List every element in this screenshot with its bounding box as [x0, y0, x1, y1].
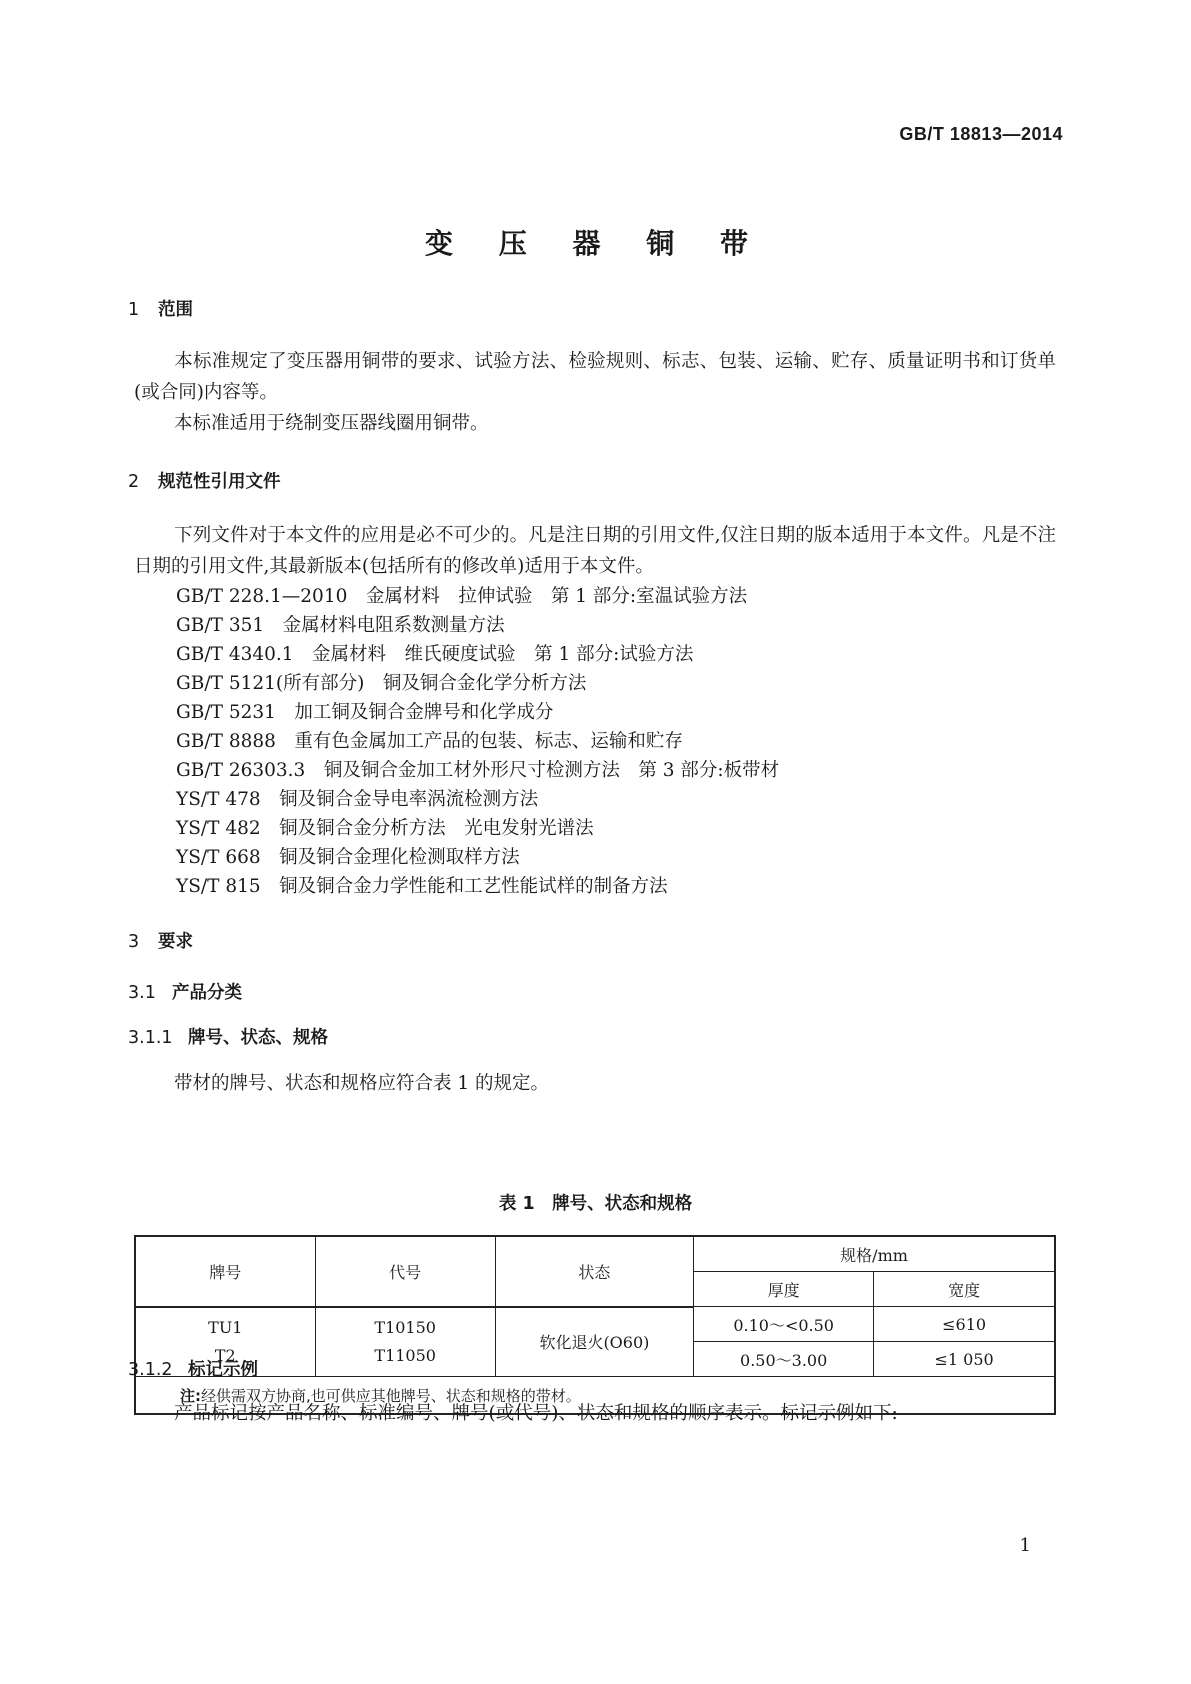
grade-value: T2	[214, 1345, 236, 1365]
header-width: 宽度	[874, 1272, 1055, 1307]
header-thickness: 厚度	[694, 1272, 874, 1307]
standard-code: GB/T 18813—2014	[899, 124, 1063, 144]
reference-item: GB/T 228.1—2010 金属材料 拉伸试验 第 1 部分:室温试验方法	[176, 586, 748, 607]
section-3-heading	[128, 928, 193, 953]
header-grade: 牌号	[135, 1236, 315, 1307]
paragraph-text: 带材的牌号、状态和规格应符合表 1 的规定。	[174, 1073, 550, 1094]
paragraph-text: 本标准规定了变压器用铜带的要求、试验方法、检验规则、标志、包装、运输、贮存、质量证明书和订货单(或合同)内容等。	[134, 351, 1056, 403]
section-3-1-2-paragraph	[134, 1398, 1056, 1429]
reference-item: GB/T 8888 重有色金属加工产品的包装、标志、运输和贮存	[176, 731, 683, 752]
code-cell	[315, 1307, 495, 1377]
width-cell: ≤1 050	[874, 1342, 1055, 1377]
table-caption: 表 1 牌号、状态和规格	[498, 1194, 693, 1214]
section-title: 标记示例	[188, 1360, 258, 1380]
reference-item: GB/T 4340.1 金属材料 维氏硬度试验 第 1 部分:试验方法	[176, 644, 694, 665]
section-1-paragraph-1	[134, 346, 1056, 408]
reference-item: GB/T 5231 加工铜及铜合金牌号和化学成分	[176, 702, 554, 723]
section-number: 3.1.1	[128, 1028, 173, 1048]
section-3-1-2-heading	[128, 1356, 258, 1381]
section-1-paragraph-2	[134, 408, 1056, 439]
header-code: 代号	[315, 1236, 495, 1307]
code-value: T10150	[374, 1317, 436, 1337]
thickness-cell: 0.50～3.00	[694, 1342, 874, 1377]
thickness-cell: 0.10～<0.50	[694, 1307, 874, 1342]
page-number: 1	[1019, 1535, 1031, 1556]
section-number: 3	[128, 932, 140, 952]
document-title: 变 压 器 铜 带	[425, 227, 766, 260]
note-text: 经供需双方协商,也可供应其他牌号、状态和规格的带材。	[201, 1386, 581, 1405]
section-number: 3.1.2	[128, 1360, 173, 1380]
reference-item: YS/T 478 铜及铜合金导电率涡流检测方法	[176, 789, 539, 810]
paragraph-text: 产品标记按产品名称、标准编号、牌号(或代号)、状态和规格的顺序表示。标记示例如下:	[174, 1403, 898, 1424]
paragraph-text: 本标准适用于绕制变压器线圈用铜带。	[174, 413, 489, 434]
temper-cell: 软化退火(O60)	[495, 1307, 693, 1377]
header-temper: 状态	[495, 1236, 693, 1307]
reference-item: YS/T 668 铜及铜合金理化检测取样方法	[176, 847, 520, 868]
section-title: 范围	[158, 300, 193, 320]
section-number: 3.1	[128, 983, 156, 1003]
table-row	[135, 1307, 1055, 1342]
reference-item: GB/T 351 金属材料电阻系数测量方法	[176, 615, 505, 636]
reference-item: GB/T 26303.3 铜及铜合金加工材外形尺寸检测方法 第 3 部分:板带材	[176, 760, 780, 781]
section-title: 产品分类	[172, 983, 242, 1003]
paragraph-text: 下列文件对于本文件的应用是必不可少的。凡是注日期的引用文件,仅注日期的版本适用于本文件。凡是不注日期的引用文件,其最新版本(包括所有的修改单)适用于本文件。	[134, 525, 1056, 577]
width-cell: ≤610	[874, 1307, 1055, 1342]
section-3-1-1-heading	[128, 1024, 328, 1049]
section-3-1-heading	[128, 979, 242, 1004]
section-title: 要求	[158, 932, 193, 952]
code-value: T11050	[374, 1345, 436, 1365]
section-2-paragraph	[134, 520, 1056, 582]
section-1-heading	[128, 296, 193, 321]
section-3-1-1-paragraph	[134, 1068, 1056, 1099]
section-title: 牌号、状态、规格	[188, 1028, 328, 1048]
grade-temper-spec-table	[134, 1235, 1056, 1415]
note-label: 注:	[180, 1386, 201, 1405]
reference-item: YS/T 815 铜及铜合金力学性能和工艺性能试样的制备方法	[176, 876, 668, 897]
section-number: 1	[128, 300, 140, 320]
section-title: 规范性引用文件	[158, 472, 281, 492]
section-2-heading	[128, 468, 281, 493]
header-spec: 规格/mm	[694, 1236, 1055, 1272]
reference-item: GB/T 5121(所有部分) 铜及铜合金化学分析方法	[176, 673, 587, 694]
section-number: 2	[128, 472, 140, 492]
reference-item: YS/T 482 铜及铜合金分析方法 光电发射光谱法	[176, 818, 594, 839]
grade-value: TU1	[208, 1317, 243, 1337]
